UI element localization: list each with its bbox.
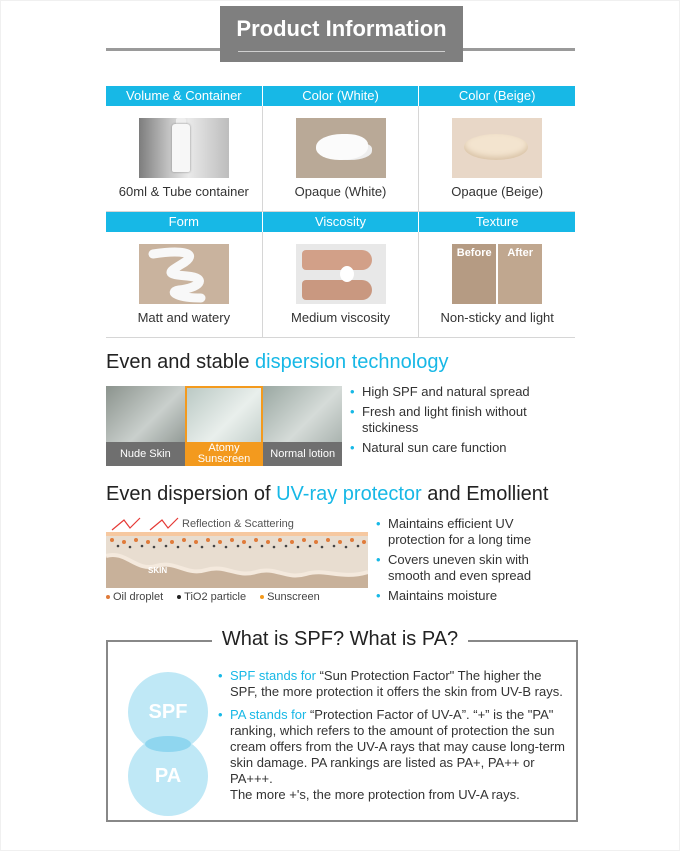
- product-info-grid: [106, 86, 575, 338]
- cell-color-white: [263, 106, 420, 211]
- uv-heading-plain1: Even dispersion of: [106, 483, 277, 505]
- caption-viscosity: Medium viscosity: [291, 310, 390, 325]
- cell-color-beige: [419, 106, 575, 211]
- uv-diagram: [106, 516, 368, 588]
- spf-definition: • SPF stands for “Sun Protection Factor" The higher the SPF, the more protection it offers the skin from UV-B rays.: [218, 668, 568, 700]
- pa-definition: • PA stands for “Protection Factor of UV-A”. “+” is the "PA" ranking, which refers to the amount of protection the sun cream offers from the UV-A rays that may cause long-term skin damage. PA rankings are listed as PA+, PA++ or PA+++. The more +'s, the more protection from UV-A rays.: [218, 707, 568, 803]
- header-row-1: [106, 86, 575, 106]
- dispersion-heading-plain: Even and stable: [106, 351, 255, 373]
- uv-bullet: • Maintains moisture: [376, 588, 572, 604]
- panel-atomy-sunscreen: [185, 386, 264, 466]
- caption-texture: Non-sticky and light: [440, 310, 554, 325]
- form-swirl-photo: [139, 244, 229, 304]
- page-title: Product Information: [236, 16, 447, 41]
- uv-bullet: • Covers uneven skin with smooth and even spread: [376, 552, 572, 584]
- title-underline: [238, 51, 445, 52]
- pa-circle-label: PA: [154, 765, 182, 787]
- beige-cream-photo: [452, 118, 542, 178]
- header-row-2: [106, 212, 575, 232]
- texture-photo: [452, 244, 542, 304]
- header-volume: Volume & Container: [106, 86, 262, 106]
- diagram-skin-label: SKIN: [148, 566, 168, 575]
- dispersion-bullet: • High SPF and natural spread: [350, 384, 565, 400]
- skin-comparison-strip: [106, 386, 342, 466]
- panel-normal-label: Normal lotion: [263, 442, 342, 466]
- dispersion-heading-accent: dispersion technology: [255, 351, 449, 373]
- header-color-white: Color (White): [263, 86, 419, 106]
- cell-form: [106, 232, 263, 337]
- dispersion-bullet: • Fresh and light finish without stickiness: [350, 404, 565, 436]
- spf-pa-title: What is SPF? What is PA?: [212, 628, 468, 651]
- panel-nude-label: Nude Skin: [106, 442, 185, 466]
- uv-legend: [106, 591, 320, 603]
- dispersion-bullet: • Natural sun care function: [350, 440, 565, 456]
- legend-tio2: TiO2 particle: [177, 591, 246, 603]
- spf-circle-label: SPF: [148, 701, 188, 723]
- texture-before-label: Before: [456, 247, 492, 259]
- caption-color-beige: Opaque (Beige): [451, 184, 544, 199]
- uv-bullet: • Maintains efficient UV protection for a long time: [376, 516, 572, 548]
- cell-viscosity: [263, 232, 420, 337]
- tube-container-photo: [139, 118, 229, 178]
- legend-sunscreen: Sunscreen: [260, 591, 320, 603]
- cell-texture: [419, 232, 575, 337]
- dispersion-heading: [106, 351, 448, 374]
- caption-color-white: Opaque (White): [294, 184, 387, 199]
- panel-atomy-label: Atomy Sunscreen: [185, 442, 264, 466]
- caption-form: Matt and watery: [137, 310, 231, 325]
- dispersion-bullets: [350, 384, 565, 460]
- cell-row-1: [106, 106, 575, 212]
- circle-overlap: [145, 736, 191, 752]
- header-form: Form: [106, 212, 262, 232]
- viscosity-photo: [296, 244, 386, 304]
- legend-oil: Oil droplet: [106, 591, 163, 603]
- spf-pa-list: [218, 668, 568, 810]
- header-color-beige: Color (Beige): [419, 86, 575, 106]
- white-cream-photo: [296, 118, 386, 178]
- uv-heading: [106, 483, 548, 506]
- uv-heading-accent: UV-ray protector: [276, 483, 422, 505]
- texture-after-label: After: [507, 247, 533, 259]
- cell-volume: [106, 106, 263, 211]
- page-title-box: [220, 6, 463, 62]
- panel-normal-lotion: [263, 386, 342, 466]
- diagram-reflection-label: Reflection & Scattering: [182, 518, 294, 530]
- header-viscosity: Viscosity: [263, 212, 419, 232]
- uv-bullets: [376, 516, 572, 608]
- cell-row-2: [106, 232, 575, 338]
- caption-volume: 60ml & Tube container: [118, 184, 249, 199]
- header-texture: Texture: [419, 212, 575, 232]
- uv-heading-plain2: and Emollient: [421, 483, 549, 505]
- panel-nude-skin: [106, 386, 185, 466]
